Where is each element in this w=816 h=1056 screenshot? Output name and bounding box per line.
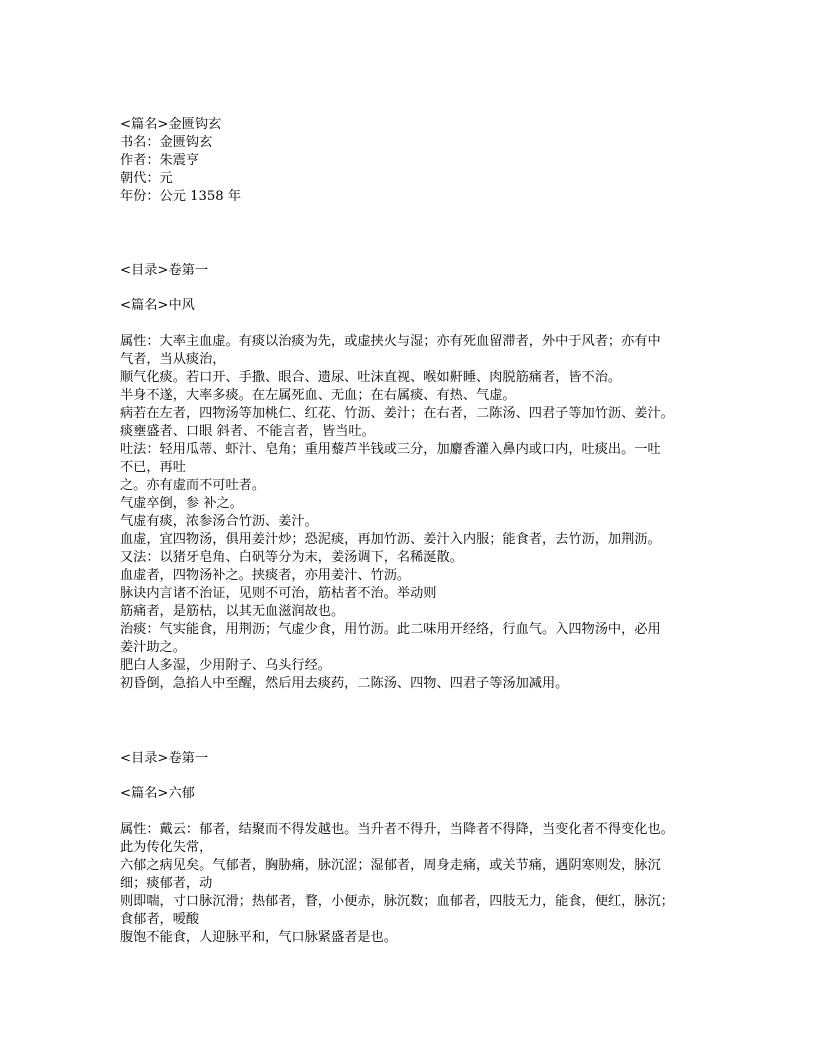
body-line: 顺气化痰。若口开、手撒、眼合、遗尿、吐沫直视、喉如鼾睡、肉脱筋痛者，皆不治。 xyxy=(120,370,622,385)
body-line: 食郁者，嗳酸 xyxy=(120,912,200,927)
body-line: 属性：戴云：郁者，结聚而不得发越也。当升者不得升，当降者不得降，当变化者不得变化也。 xyxy=(120,822,674,837)
year: 年份：公元 1358 年 xyxy=(120,189,242,204)
dynasty: 朝代：元 xyxy=(120,171,173,186)
body-line: 此为传化失常， xyxy=(120,840,213,855)
body-line: 吐法：轻用瓜蒂、虾汁、皂角；重用藜芦半钱或三分，加麝香灌入鼻内或口内，吐痰出。一吐 xyxy=(120,442,661,457)
body-line: 气虚卒倒，参 补之。 xyxy=(120,496,243,511)
body-line: 六郁之病见矣。气郁者，胸胁痛，脉沉涩；湿郁者，周身走痛，或关节痛，遇阴寒则发，脉沉 xyxy=(120,858,661,873)
body-line: 初昏倒，急掐人中至醒，然后用去痰药，二陈汤、四物、四君子等汤加减用。 xyxy=(120,676,569,691)
book-name: 书名：金匮钩玄 xyxy=(120,135,213,150)
body-line: 姜汁助之。 xyxy=(120,640,186,655)
body-line: 又法：以猪牙皂角、白矾等分为末，姜汤调下，名稀涎散。 xyxy=(120,550,463,565)
body-line: 治痰：气实能食，用荆沥；气虚少食，用竹沥。此二味用开经络，行血气。入四物汤中，必用 xyxy=(120,622,661,637)
body-line: 气虚有痰，浓参汤合竹沥、姜汁。 xyxy=(120,514,318,529)
section-catalog: <目录>卷第一 xyxy=(120,751,209,766)
body-line: 血虚者，四物汤补之。挟痰者，亦用姜汁、竹沥。 xyxy=(120,568,411,583)
body-line: 气者，当从痰治， xyxy=(120,352,226,367)
body-line: 不已，再吐 xyxy=(120,460,186,475)
body-line: 肥白人多湿，少用附子、乌头行经。 xyxy=(120,658,331,673)
body-line: 痰壅盛者、口眼 斜者、不能言者，皆当吐。 xyxy=(120,424,375,439)
body-line: 细；痰郁者，动 xyxy=(120,876,213,891)
body-line: 脉诀内言诸不治证，见则不可治，筋枯者不治。举动则 xyxy=(120,586,437,601)
section-chapter-title: <篇名>中风 xyxy=(120,298,195,313)
body-line: 属性：大率主血虚。有痰以治痰为先，或虚挟火与湿；亦有死血留滞者，外中于风者；亦有中 xyxy=(120,334,661,349)
body-line: 半身不遂，大率多痰。在左属死血、无血；在右属痰、有热、气虚。 xyxy=(120,388,516,403)
author: 作者：朱震亨 xyxy=(120,153,200,168)
body-line: 则即喘，寸口脉沉滑；热郁者，瞀，小便赤，脉沉数；血郁者，四肢无力，能食，便红，脉沉； xyxy=(120,894,674,909)
body-line: 病若在左者，四物汤等加桃仁、红花、竹沥、姜汁；在右者，二陈汤、四君子等加竹沥、姜汁。 xyxy=(120,406,674,421)
body-line: 腹饱不能食，人迎脉平和，气口脉紧盛者是也。 xyxy=(120,930,397,945)
section-catalog: <目录>卷第一 xyxy=(120,263,209,278)
body-line: 血虚，宜四物汤，俱用姜汁炒；恐泥痰，再加竹沥、姜汁入内服；能食者，去竹沥，加荆沥。 xyxy=(120,532,661,547)
section-chapter-title: <篇名>六郁 xyxy=(120,786,195,801)
body-line: 筋痛者，是筋枯，以其无血滋润故也。 xyxy=(120,604,345,619)
body-line: 之。亦有虚而不可吐者。 xyxy=(120,478,266,493)
header-title-line: <篇名>金匮钩玄 xyxy=(120,117,222,132)
